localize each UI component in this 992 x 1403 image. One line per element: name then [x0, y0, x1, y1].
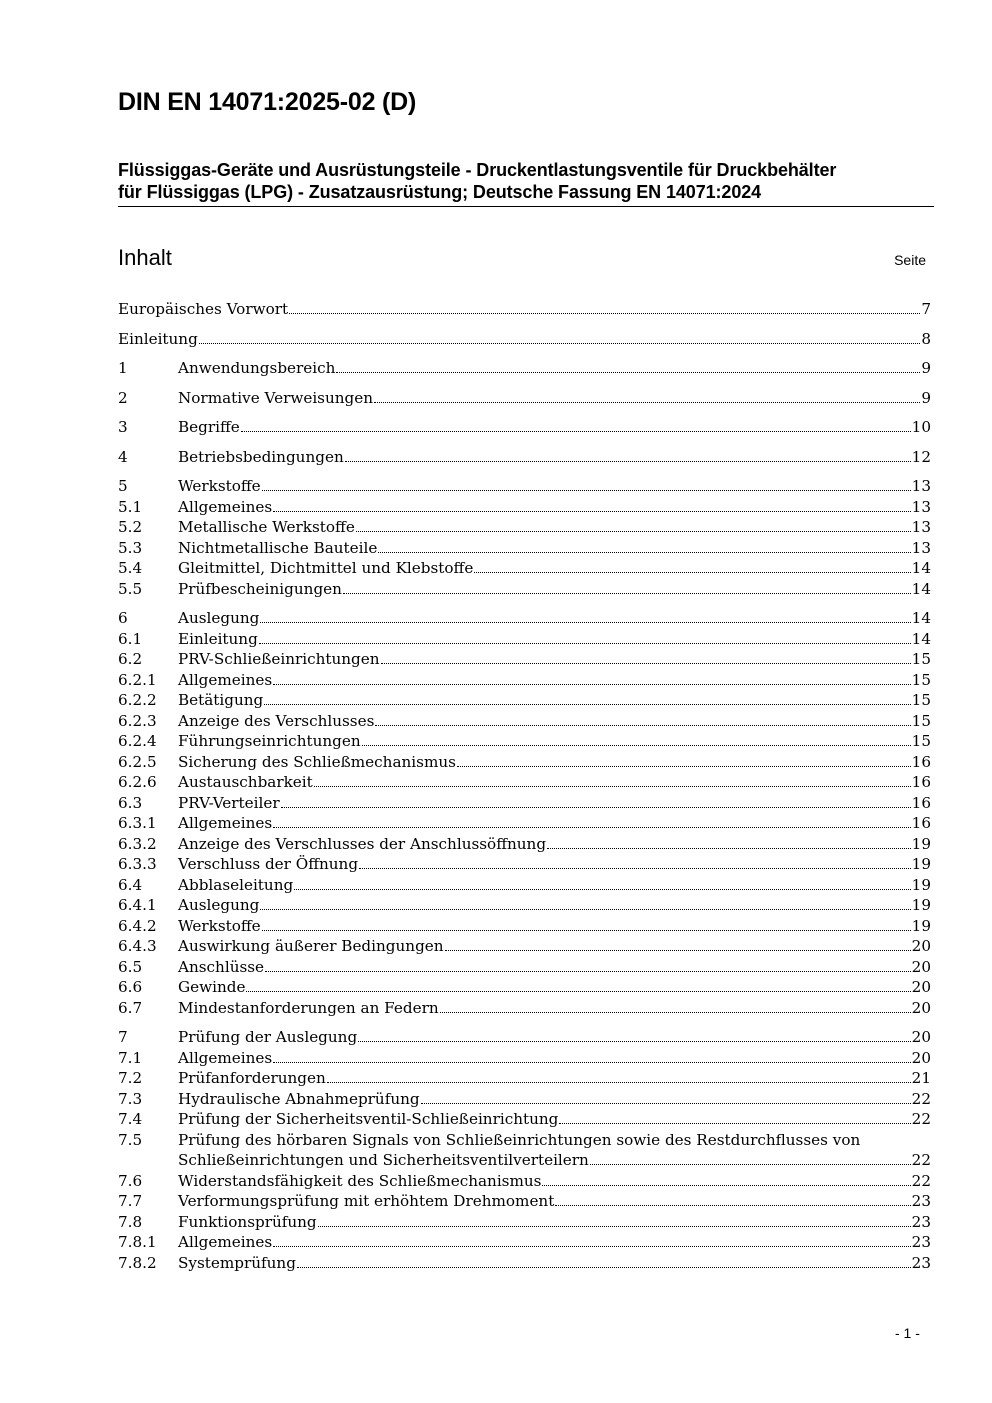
toc-entry[interactable]: [118, 448, 931, 469]
toc-entry[interactable]: [118, 650, 931, 671]
toc-entry-number: 6.6: [118, 978, 143, 996]
toc-entry[interactable]: [118, 518, 931, 539]
toc-entry[interactable]: [118, 1069, 931, 1090]
toc-entry-label: Anwendungsbereich: [178, 359, 336, 377]
toc-entry-label: Prüfbescheinigungen: [178, 579, 342, 598]
toc-dot-leader: [264, 704, 910, 705]
toc-entry-label: Allgemeines: [178, 814, 273, 832]
toc-entry-label: Anschlüsse: [178, 957, 265, 976]
toc-dot-leader: [474, 572, 910, 573]
toc-dot-leader: [356, 531, 911, 532]
toc-entry-body: [118, 300, 931, 318]
toc-entry-body: [178, 732, 931, 750]
toc-dot-leader: [374, 402, 920, 403]
toc-dot-leader: [259, 643, 911, 644]
toc-entry-body: [178, 1028, 931, 1046]
toc-entry[interactable]: [118, 1049, 931, 1070]
toc-entry[interactable]: [118, 999, 931, 1020]
toc-entry-number: 6: [118, 609, 128, 627]
toc-entry[interactable]: [118, 855, 931, 876]
toc-entry-body: [178, 835, 931, 853]
toc-entry-body: [178, 876, 931, 894]
toc-entry-page: 10: [911, 418, 931, 436]
toc-group-unnumbered: [118, 300, 931, 321]
toc-entry-page: 15: [911, 732, 931, 750]
toc-entry-body: [178, 1069, 931, 1087]
footer-page-number: - 1 -: [895, 1325, 920, 1341]
toc-entry-body: [178, 389, 931, 407]
toc-entry-number: 2: [118, 388, 128, 407]
toc-entry-number: 6.4: [118, 875, 143, 894]
toc-entry-label-line-2: Schließeinrichtungen und Sicherheitsventilverteilern: [178, 1151, 589, 1169]
document-title-line-1: Flüssiggas-Geräte und Ausrüstungsteile - Druckentlastungsventile für Druckbehälter: [118, 160, 837, 180]
toc-entry-body: [178, 1090, 931, 1108]
toc-entry-body: [178, 359, 931, 377]
toc-entry-number: 6.2.5: [118, 752, 157, 771]
toc-dot-leader: [265, 971, 911, 972]
toc-entry-body: [178, 794, 931, 812]
toc-entry[interactable]: [118, 1090, 931, 1111]
toc-entry-number: 3: [118, 418, 128, 436]
toc-entry-page: 22: [911, 1151, 931, 1169]
toc-entry-page: 14: [911, 609, 931, 627]
toc-entry-page: 19: [911, 875, 931, 894]
toc-group: [118, 609, 931, 1019]
toc-dot-leader: [559, 1123, 910, 1124]
toc-entry-label: PRV-Schließeinrichtungen: [178, 650, 380, 668]
document-title-line-2: für Flüssiggas (LPG) - Zusatzausrüstung; Deutsche Fassung EN 14071:2024: [118, 182, 762, 202]
toc-entry-body: [178, 958, 931, 976]
toc-dot-leader: [378, 552, 910, 553]
toc-entry-body: [178, 1049, 931, 1067]
toc-entry-label: Hydraulische Abnahmeprüfung: [178, 1089, 420, 1108]
toc-dot-leader: [590, 1164, 911, 1165]
toc-entry-number: 5.4: [118, 559, 143, 577]
toc-entry[interactable]: [118, 732, 931, 753]
toc-entry-number: 5.5: [118, 579, 143, 598]
toc-entry-label: Prüfanforderungen: [178, 1069, 326, 1087]
toc-entry[interactable]: [118, 1213, 931, 1234]
toc-entry-label: Systemprüfung: [178, 1253, 296, 1272]
toc-entry-label: Normative Verweisungen: [178, 388, 374, 407]
toc-entry-page: 20: [911, 937, 931, 955]
table-of-contents: [118, 300, 931, 1283]
toc-entry-label: Funktionsprüfung: [178, 1212, 317, 1231]
toc-group: [118, 477, 931, 600]
toc-entry-body: [178, 773, 931, 791]
toc-entry-body: [178, 671, 931, 689]
toc-entry[interactable]: [118, 1233, 931, 1254]
toc-entry-page: 15: [911, 711, 931, 730]
toc-dot-leader: [294, 889, 910, 890]
toc-entry[interactable]: [118, 958, 931, 979]
toc-dot-leader: [375, 725, 910, 726]
toc-entry-body: [178, 580, 931, 598]
toc-dot-leader: [281, 807, 911, 808]
toc-entry-label: Werkstoffe: [178, 916, 261, 935]
toc-entry[interactable]: [118, 477, 931, 498]
toc-entry[interactable]: [118, 630, 931, 651]
toc-entry-page: 19: [911, 855, 931, 873]
toc-entry-label: Prüfung der Auslegung: [178, 1028, 358, 1046]
toc-entry-page: 15: [911, 691, 931, 709]
toc-entry[interactable]: [118, 691, 931, 712]
toc-entry[interactable]: [118, 1192, 931, 1213]
toc-entry-label: Anzeige des Verschlusses der Anschlussöffnung: [178, 834, 547, 853]
toc-entry-page: 23: [911, 1233, 931, 1251]
toc-entry-label: Betriebsbedingungen: [178, 447, 344, 466]
toc-entry-page: 20: [911, 998, 931, 1017]
toc-entry-body: [178, 1213, 931, 1231]
toc-entry[interactable]: [118, 1254, 931, 1275]
toc-entry-page: 20: [911, 1048, 931, 1067]
toc-dot-leader: [273, 684, 910, 685]
toc-entry-page: 22: [911, 1089, 931, 1108]
toc-entry-body: [178, 630, 931, 648]
toc-entry-number: 6.4.1: [118, 896, 157, 914]
toc-entry-label: Metallische Werkstoffe: [178, 518, 355, 536]
toc-entry-page: 22: [911, 1110, 931, 1128]
toc-dot-leader: [262, 490, 911, 491]
toc-dot-leader: [199, 343, 921, 344]
toc-dot-leader: [273, 1062, 910, 1063]
toc-entry[interactable]: [118, 978, 931, 999]
toc-entry-body: [178, 418, 931, 436]
toc-entry-page: 12: [911, 447, 931, 466]
toc-entry-body: [178, 753, 931, 771]
toc-dot-leader: [547, 848, 911, 849]
toc-entry-label: Einleitung: [178, 629, 258, 648]
toc-dot-leader: [381, 663, 911, 664]
toc-entry-page: 19: [911, 896, 931, 914]
toc-entry-page: 20: [911, 978, 931, 996]
toc-entry-number: 1: [118, 359, 128, 377]
toc-entry-number: 5.1: [118, 497, 143, 516]
toc-entry-label: Sicherung des Schließmechanismus: [178, 752, 456, 771]
toc-entry-page: 13: [911, 477, 931, 495]
toc-entry-number: 6.2.3: [118, 711, 157, 730]
toc-entry-page: 9: [921, 359, 931, 377]
toc-entry-page: 23: [911, 1253, 931, 1272]
toc-entry-label: Austauschbarkeit: [178, 773, 313, 791]
toc-heading: Inhalt: [118, 245, 172, 270]
toc-entry[interactable]: [118, 1172, 931, 1193]
toc-entry-number: 6.2.6: [118, 773, 157, 791]
toc-entry-page: 23: [911, 1192, 931, 1210]
toc-entry-number: 6.2.1: [118, 670, 157, 689]
toc-entry-label: Auslegung: [178, 609, 260, 627]
toc-group: [118, 448, 931, 469]
toc-entry[interactable]: [118, 794, 931, 815]
toc-dot-leader: [273, 511, 910, 512]
toc-entry-number: 7.3: [118, 1089, 143, 1108]
toc-entry-page: 20: [911, 957, 931, 976]
toc-entry-number: 7: [118, 1028, 128, 1046]
toc-entry-body: [118, 330, 931, 348]
toc-entry[interactable]: [118, 937, 931, 958]
toc-dot-leader: [262, 930, 911, 931]
toc-entry-label-continued: [178, 1151, 931, 1172]
toc-entry-page: 13: [911, 518, 931, 536]
toc-entry-body: [178, 896, 931, 914]
toc-group: [118, 1028, 931, 1274]
toc-entry-number: 5: [118, 477, 128, 495]
toc-dot-leader: [246, 991, 910, 992]
toc-entry-label: Verschluss der Öffnung: [178, 855, 359, 873]
toc-entry-number: 6.1: [118, 629, 143, 648]
toc-dot-leader: [343, 593, 911, 594]
toc-entry-number: 7.7: [118, 1192, 143, 1210]
toc-entry-unnumbered[interactable]: [118, 330, 931, 351]
toc-entry[interactable]: [118, 814, 931, 835]
toc-entry-number: 7.6: [118, 1171, 143, 1190]
toc-entry-page: 9: [921, 388, 931, 407]
toc-entry-number: 7.2: [118, 1069, 143, 1087]
toc-entry-number: 6.5: [118, 957, 143, 976]
toc-entry[interactable]: [118, 359, 931, 380]
toc-entry-body: [178, 1110, 931, 1128]
toc-entry-page: 21: [911, 1069, 931, 1087]
toc-entry-page: 19: [911, 834, 931, 853]
toc-entry-page: 19: [911, 916, 931, 935]
toc-entry[interactable]: [118, 498, 931, 519]
toc-entry-number: 5.3: [118, 538, 143, 557]
toc-entry-unnumbered[interactable]: [118, 300, 931, 321]
toc-entry-page: 8: [921, 329, 931, 348]
toc-entry-number: 5.2: [118, 518, 143, 536]
toc-entry-page: 14: [911, 559, 931, 577]
toc-entry-label: Allgemeines: [178, 1233, 273, 1251]
toc-entry-label: Allgemeines: [178, 1048, 273, 1067]
toc-dot-leader: [440, 1012, 911, 1013]
toc-entry-body: [178, 917, 931, 935]
toc-entry[interactable]: [118, 559, 931, 580]
toc-entry[interactable]: [118, 1110, 931, 1131]
toc-entry-body: [178, 539, 931, 557]
toc-entry-body: [178, 650, 931, 668]
toc-entry-number: 6.3: [118, 793, 143, 812]
toc-group-unnumbered: [118, 330, 931, 351]
toc-entry-label: Betätigung: [178, 691, 264, 709]
toc-entry-label: Mindestanforderungen an Federn: [178, 998, 439, 1017]
toc-dot-leader: [358, 1041, 910, 1042]
toc-dot-leader: [241, 431, 911, 432]
toc-entry-page: 16: [911, 793, 931, 812]
toc-entry-page: 13: [911, 497, 931, 516]
toc-entry-body: [178, 1192, 931, 1210]
toc-entry-label: Europäisches Vorwort: [118, 300, 289, 318]
toc-entry-number: 4: [118, 447, 128, 466]
toc-entry-label: Gewinde: [178, 978, 246, 996]
toc-entry[interactable]: [118, 876, 931, 897]
toc-entry-body: [178, 999, 931, 1017]
toc-entry-body: [178, 498, 931, 516]
toc-entry-number: 7.5: [118, 1130, 143, 1149]
toc-dot-leader: [421, 1103, 911, 1104]
toc-entry[interactable]: [118, 1131, 931, 1172]
toc-entry[interactable]: [118, 671, 931, 692]
toc-entry-body: [178, 1233, 931, 1251]
toc-dot-leader: [345, 461, 911, 462]
toc-entry-number: 6.4.2: [118, 916, 157, 935]
toc-entry-page: 23: [911, 1212, 931, 1231]
toc-entry-label: Werkstoffe: [178, 477, 261, 495]
toc-entry-body: [178, 1131, 931, 1172]
toc-entry-body: [178, 559, 931, 577]
toc-group: [118, 359, 931, 380]
toc-dot-leader: [273, 1246, 910, 1247]
toc-entry-label: Einleitung: [118, 329, 198, 348]
toc-entry-page: 14: [911, 579, 931, 598]
toc-entry-number: 6.3.2: [118, 834, 157, 853]
toc-entry-label: Abblaseleitung: [178, 875, 294, 894]
toc-entry-label: Widerstandsfähigkeit des Schließmechanismus: [178, 1171, 542, 1190]
toc-entry-number: 7.8.1: [118, 1233, 157, 1251]
toc-entry-label: Anzeige des Verschlusses: [178, 711, 375, 730]
toc-entry-page: 16: [911, 773, 931, 791]
toc-entry[interactable]: [118, 580, 931, 601]
toc-entry-label: PRV-Verteiler: [178, 793, 280, 812]
toc-entry-number: 6.3.3: [118, 855, 157, 873]
toc-entry-body: [178, 691, 931, 709]
title-underline: [118, 206, 934, 207]
toc-dot-leader: [260, 622, 910, 623]
toc-entry-page: 20: [911, 1028, 931, 1046]
toc-entry-page: 15: [911, 670, 931, 689]
toc-entry-page: 22: [911, 1171, 931, 1190]
toc-dot-leader: [457, 766, 911, 767]
toc-dot-leader: [362, 745, 911, 746]
toc-entry-page: 14: [911, 629, 931, 648]
toc-entry-label: Nichtmetallische Bauteile: [178, 538, 378, 557]
toc-entry[interactable]: [118, 1028, 931, 1049]
toc-entry-page: 13: [911, 538, 931, 557]
toc-entry-label: Auswirkung äußerer Bedingungen: [178, 937, 444, 955]
toc-entry[interactable]: [118, 917, 931, 938]
toc-entry-page: 7: [921, 300, 931, 318]
toc-entry-label: Prüfung der Sicherheitsventil-Schließeinrichtung: [178, 1110, 559, 1128]
toc-dot-leader: [297, 1267, 911, 1268]
toc-entry-body: [178, 855, 931, 873]
toc-entry-number: 6.7: [118, 998, 143, 1017]
toc-entry-body: [178, 1172, 931, 1190]
toc-dot-leader: [336, 372, 920, 373]
toc-entry-label: Verformungsprüfung mit erhöhtem Drehmoment: [178, 1192, 555, 1210]
toc-dot-leader: [289, 313, 920, 314]
toc-entry-number: 6.3.1: [118, 814, 157, 832]
toc-entry-number: 7.8: [118, 1212, 143, 1231]
toc-dot-leader: [260, 909, 910, 910]
toc-entry-body: [178, 712, 931, 730]
toc-entry-label: Prüfung des hörbaren Signals von Schließeinrichtungen sowie des Restdurchflusses von: [178, 1130, 861, 1149]
toc-entry-body: [178, 978, 931, 996]
toc-entry-body: [178, 1254, 931, 1272]
toc-entry[interactable]: [118, 609, 931, 630]
toc-dot-leader: [273, 827, 910, 828]
toc-dot-leader: [542, 1185, 910, 1186]
toc-dot-leader: [555, 1205, 910, 1206]
toc-entry-body: [178, 609, 931, 627]
document-id: DIN EN 14071:2025-02 (D): [118, 88, 417, 116]
toc-entry-body: [178, 518, 931, 536]
toc-entry[interactable]: [118, 539, 931, 560]
toc-entry-number: 6.2.2: [118, 691, 157, 709]
toc-entry-label: Gleitmittel, Dichtmittel und Klebstoffe: [178, 559, 474, 577]
document-title: [118, 159, 933, 203]
toc-entry[interactable]: [118, 712, 931, 733]
toc-entry-label: Begriffe: [178, 418, 240, 436]
toc-entry-page: 16: [911, 752, 931, 771]
toc-entry-label: Allgemeines: [178, 497, 273, 516]
toc-dot-leader: [314, 786, 911, 787]
page-column-label: Seite: [894, 252, 926, 268]
toc-entry-label: Allgemeines: [178, 670, 273, 689]
toc-entry-body: [178, 937, 931, 955]
toc-entry-page: 15: [911, 650, 931, 668]
toc-entry[interactable]: [118, 773, 931, 794]
toc-entry-number: 7.4: [118, 1110, 143, 1128]
toc-dot-leader: [327, 1082, 911, 1083]
toc-entry[interactable]: [118, 896, 931, 917]
toc-entry-label: Auslegung: [178, 896, 260, 914]
toc-entry-page: 16: [911, 814, 931, 832]
toc-dot-leader: [318, 1226, 911, 1227]
toc-entry[interactable]: [118, 753, 931, 774]
toc-entry-body: [178, 814, 931, 832]
toc-group: [118, 418, 931, 439]
toc-entry-number: 6.2: [118, 650, 143, 668]
toc-entry[interactable]: [118, 418, 931, 439]
toc-dot-leader: [359, 868, 911, 869]
toc-entry-number: 7.1: [118, 1048, 143, 1067]
toc-entry-number: 6.2.4: [118, 732, 157, 750]
toc-dot-leader: [445, 950, 911, 951]
toc-group: [118, 389, 931, 410]
toc-entry-number: 7.8.2: [118, 1253, 157, 1272]
toc-entry-body: [178, 448, 931, 466]
toc-entry-label: Führungseinrichtungen: [178, 732, 361, 750]
toc-entry[interactable]: [118, 835, 931, 856]
toc-entry-number: 6.4.3: [118, 937, 157, 955]
toc-entry-body: [178, 477, 931, 495]
toc-entry[interactable]: [118, 389, 931, 410]
